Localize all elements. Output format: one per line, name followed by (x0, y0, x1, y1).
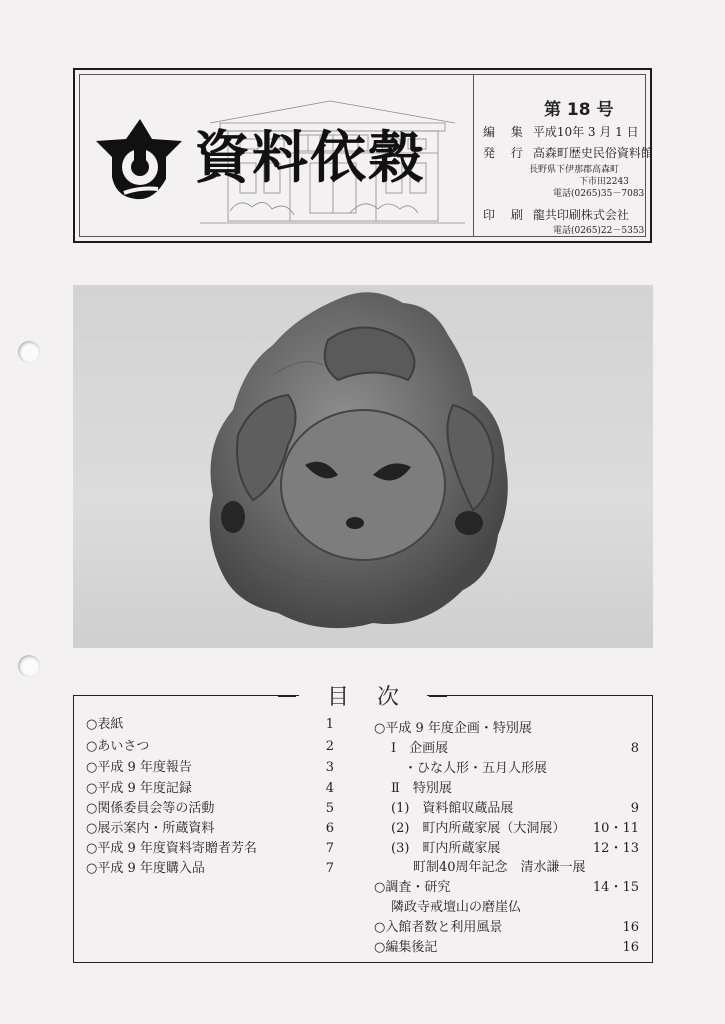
toc-entry: ○あいさつ (86, 739, 150, 754)
toc-entry: Ⅱ 特別展 (391, 781, 452, 796)
toc-entry: ○平成 9 年度企画・特別展 (374, 721, 532, 736)
toc-title-rule-left (278, 696, 296, 697)
toc-entry: ○編集後記 (374, 940, 438, 955)
newsletter-title: 資料依穀 (194, 125, 426, 191)
clay-mask-figure (73, 285, 653, 648)
toc-page: 12・13 (592, 841, 639, 856)
printer-name: 龍共印刷株式会社 (532, 208, 629, 222)
toc-entry: (3) 町内所蔵家展 (391, 841, 501, 856)
toc-title: 目次 (299, 680, 427, 711)
toc-page: 8 (630, 741, 639, 756)
toc-page: 1 (325, 717, 334, 732)
toc-entry: ○平成 9 年度購入品 (86, 861, 205, 876)
toc-page: 14・15 (592, 880, 639, 895)
publisher-address-2: 下市田2243 (579, 177, 629, 187)
masthead (73, 68, 652, 243)
toc-page: 6 (325, 821, 334, 836)
toc-page: 9 (630, 801, 639, 816)
toc-entry: ○展示案内・所蔵資料 (86, 821, 215, 836)
toc-entry: Ⅰ 企画展 (391, 741, 449, 756)
toc-entry: (2) 町内所蔵家展（大洞展） (391, 821, 566, 836)
edit-row (483, 123, 639, 140)
toc-entry: (1) 資料館収蔵品展 (391, 801, 514, 816)
town-emblem-icon (94, 117, 186, 203)
toc-entry: 町制40周年記念 清水謙一展 (413, 860, 586, 875)
publisher-name: 高森町歴史民俗資料館 (532, 146, 653, 160)
print-label: 印 刷 (483, 208, 529, 222)
issue-number: 第 18 号 (544, 100, 614, 120)
publish-label: 発 行 (483, 146, 529, 160)
toc-page: 4 (325, 781, 334, 796)
publisher-phone: 電話(0265)35－7083 (553, 189, 645, 199)
publish-row (483, 144, 653, 161)
cover-photo (73, 285, 653, 648)
print-row (483, 206, 629, 223)
toc-entry: ○関係委員会等の活動 (86, 801, 215, 816)
toc-entry: ・ひな人形・五月人形展 (404, 761, 548, 776)
toc-entry: ○表紙 (86, 717, 124, 732)
toc-title-rule-right (429, 696, 447, 697)
punch-hole-top (18, 341, 40, 363)
masthead-inner-frame (79, 74, 653, 237)
printer-phone: 電話(0265)22－5353 (553, 226, 645, 236)
toc-page: 10・11 (592, 821, 639, 836)
toc-entry: ○平成 9 年度報告 (86, 760, 192, 775)
masthead-divider (473, 75, 474, 236)
toc-page: 7 (325, 861, 334, 876)
toc-page: 2 (325, 739, 334, 754)
punch-hole-bottom (18, 655, 40, 677)
toc-entry: ○調査・研究 (374, 880, 451, 895)
edit-label: 編 集 (483, 125, 529, 139)
publisher-address-1: 長野県下伊那郡高森町 (529, 165, 620, 175)
toc-page: 16 (622, 940, 639, 955)
toc-entry: ○入館者数と利用風景 (374, 920, 503, 935)
toc-entry: ○平成 9 年度資料寄贈者芳名 (86, 841, 257, 856)
toc-page: 7 (325, 841, 334, 856)
toc-page: 3 (325, 760, 334, 775)
toc-entry: 隣政寺戒壇山の磨崖仏 (391, 900, 522, 915)
toc-page: 16 (622, 920, 639, 935)
toc-page: 5 (325, 801, 334, 816)
edit-date: 平成10年 3 月 1 日 (532, 125, 639, 139)
toc-entry: ○平成 9 年度記録 (86, 781, 192, 796)
